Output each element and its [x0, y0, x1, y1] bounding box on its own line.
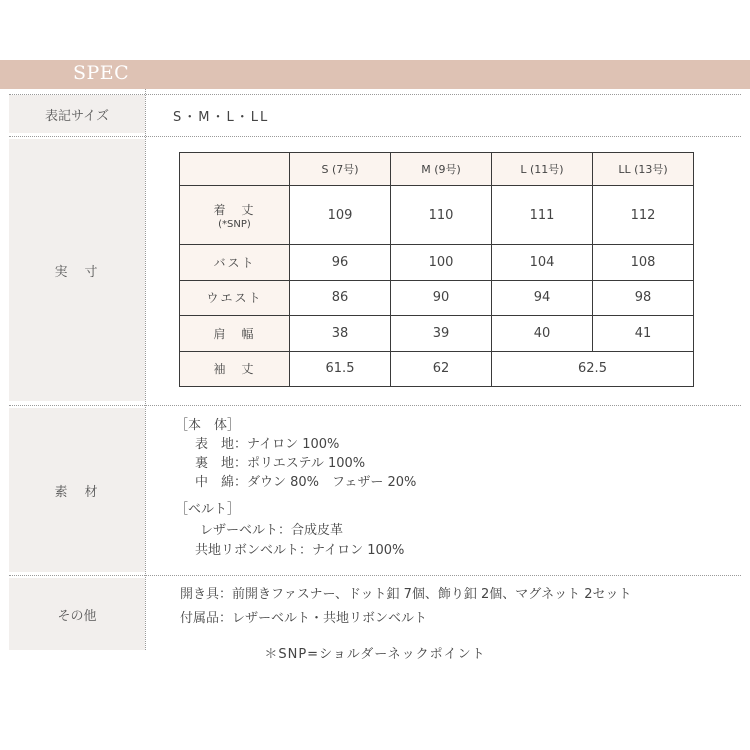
size-table: [179, 152, 694, 387]
row-divider: [9, 575, 741, 576]
table-corner-cell: [180, 153, 290, 186]
column-divider: [145, 89, 146, 650]
row-header-label: 着 丈: [213, 202, 256, 217]
table-row: [180, 316, 694, 351]
other-line: 付属品：レザーベルト・共地リボンベルト: [180, 611, 428, 626]
table-row: [180, 245, 694, 280]
material-line: 表 地：ナイロン 100%: [195, 437, 340, 452]
table-cell: 100: [391, 245, 492, 280]
table-cell: 109: [290, 186, 391, 245]
measure-label-cell: [9, 139, 145, 401]
other-line: 開き具：前開きファスナー、ドット釦 7個、飾り釦 2個、マグネット 2セット: [180, 587, 632, 602]
table-cell: 94: [492, 280, 593, 315]
table-cell: 62: [391, 351, 492, 386]
row-header-sub: (*SNP): [218, 218, 251, 230]
column-header: S (7号): [290, 153, 391, 186]
row-header: 袖 丈: [180, 351, 290, 386]
row-header: [180, 186, 290, 245]
spec-header-bar: [0, 60, 750, 89]
table-row: [180, 186, 694, 245]
table-cell: 41: [593, 316, 694, 351]
table-cell: 86: [290, 280, 391, 315]
table-cell-merged: 62.5: [492, 351, 694, 386]
table-cell: 110: [391, 186, 492, 245]
row-header: バスト: [180, 245, 290, 280]
size-label-cell: [9, 95, 145, 133]
measure-label: 実 寸: [54, 264, 100, 280]
table-row: [180, 280, 694, 315]
material-line: 中 綿：ダウン 80% フェザー 20%: [195, 475, 417, 490]
table-cell: 104: [492, 245, 593, 280]
material-label: 素 材: [54, 484, 100, 500]
material-body-header: ［本 体］: [175, 418, 241, 433]
size-label: 表記サイズ: [45, 108, 109, 124]
material-line: 裏 地：ポリエステル 100%: [195, 456, 366, 471]
table-cell: 98: [593, 280, 694, 315]
row-header: ウエスト: [180, 280, 290, 315]
table-cell: 108: [593, 245, 694, 280]
row-header: 肩 幅: [180, 316, 290, 351]
table-header-row: [180, 153, 694, 186]
table-cell: 111: [492, 186, 593, 245]
table-cell: 96: [290, 245, 391, 280]
table-cell: 38: [290, 316, 391, 351]
footnote: ＊SNP=ショルダーネックポイント: [264, 647, 486, 662]
material-label-cell: [9, 408, 145, 572]
column-header: M (9号): [391, 153, 492, 186]
table-cell: 112: [593, 186, 694, 245]
table-cell: 61.5: [290, 351, 391, 386]
table-cell: 39: [391, 316, 492, 351]
column-header: LL (13号): [593, 153, 694, 186]
other-label-cell: [9, 578, 145, 650]
material-line: 共地リボンベルト：ナイロン 100%: [195, 543, 405, 558]
material-belt-header: ［ベルト］: [175, 502, 241, 517]
other-label: その他: [57, 608, 97, 624]
table-row: [180, 351, 694, 386]
material-line: レザーベルト：合成皮革: [200, 523, 344, 538]
spec-title: SPEC: [73, 62, 130, 84]
row-divider: [9, 405, 741, 406]
table-cell: 90: [391, 280, 492, 315]
size-value: S・M・L・LL: [173, 110, 270, 125]
row-divider: [9, 94, 741, 95]
row-divider: [9, 136, 741, 137]
table-cell: 40: [492, 316, 593, 351]
column-header: L (11号): [492, 153, 593, 186]
